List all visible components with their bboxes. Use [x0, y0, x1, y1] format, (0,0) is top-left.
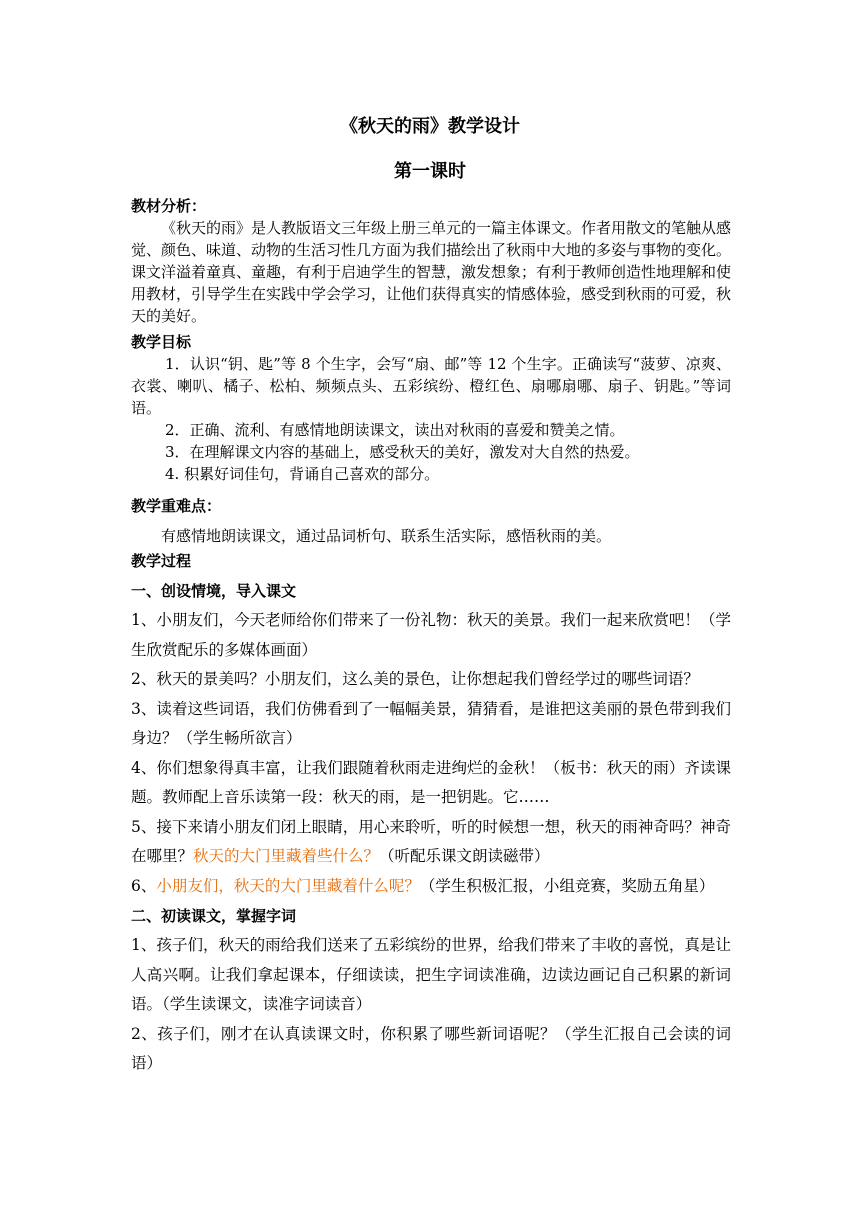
process-heading: 教学过程 — [131, 552, 192, 570]
step-1-5 — [131, 813, 731, 872]
step-1-5-highlight: 秋天的大门里藏着些什么？ — [193, 847, 380, 865]
analysis-heading: 教材分析： — [131, 197, 207, 215]
goal-item: 4. 积累好词佳句，背诵自己喜欢的部分。 — [165, 465, 440, 483]
analysis-text: 《秋天的雨》是人教版语文三年级上册三单元的一篇主体课文。作者用散文的笔触从感觉、颜色、味道、动物的生活习性几方面为我们描绘出了秋雨中大地的多姿与事物的变化。课文洋溢着童真、童趣，有利于启迪学生的智慧，激发想象；有利于教师创造性地理解和使用教材，引导学生在实践中学会学习，让他们获得真实的情感体验，感受到秋雨的可爱，秋天的美好。 — [131, 219, 732, 325]
goal-item: 3．在理解课文内容的基础上，感受秋天的美好，激发对大自然的热爱。 — [165, 443, 640, 461]
step-1-4: 4、你们想象得真丰富，让我们跟随着秋雨走进绚烂的金秋！（板书：秋天的雨）齐读课题。教师配上音乐读第一段：秋天的雨，是一把钥匙。它…… — [131, 758, 731, 806]
process-section — [131, 546, 731, 1079]
analysis-section — [131, 195, 731, 327]
step-1-6 — [131, 872, 731, 902]
section2-heading: 二、初读课文，掌握字词 — [131, 907, 297, 925]
step-1-2: 2、秋天的景美吗？小朋友们，这么美的景色，让你想起我们曾经学过的哪些词语？ — [131, 670, 699, 688]
keypoints-section — [131, 495, 731, 549]
goals-heading: 教学目标 — [131, 333, 192, 351]
step-1-6-note: （学生积极汇报，小组竞赛，奖励五角星） — [419, 876, 715, 895]
step-2-1: 1、孩子们，秋天的雨给我们送来了五彩缤纷的世界，给我们带来了丰收的喜悦，真是让人高兴啊。让我们拿起课本，仔细读读，把生字词读准确，边读边画记自己积累的新词语。（学生读课文，读准字词读音） — [131, 936, 731, 1013]
goals-section — [131, 331, 731, 485]
keypoints-heading: 教学重难点： — [131, 497, 222, 515]
section1-heading: 一、创设情境，导入课文 — [131, 582, 297, 600]
goal-item: 2．正确、流利、有感情地朗读课文，读出对秋雨的喜爱和赞美之情。 — [165, 421, 625, 439]
keypoints-text: 有感情地朗读课文，通过品词析句、联系生活实际，感悟秋雨的美。 — [161, 527, 612, 545]
document-title: 《秋天的雨》教学设计 — [340, 116, 520, 137]
step-2-2: 2、孩子们，刚才在认真读课文时，你积累了哪些新词语呢？（学生汇报自己会读的词语） — [131, 1024, 731, 1072]
step-1-6-number: 6、 — [131, 876, 157, 895]
step-1-6-highlight: 小朋友们，秋天的大门里藏着什么呢？ — [156, 876, 420, 895]
step-1-5-note: （听配乐课文朗读磁带） — [379, 847, 550, 865]
step-1-1: 1、小朋友们，今天老师给你们带来了一份礼物：秋天的美景。我们一起来欣赏吧！（学生欣赏配乐的多媒体画面） — [131, 611, 731, 659]
step-1-3: 3、读着这些词语，我们仿佛看到了一幅幅美景，猜猜看，是谁把这美丽的景色带到我们身边？（学生畅所欲言） — [131, 699, 731, 747]
goal-item: 1．认识“钥、匙”等 8 个生字，会写“扇、邮”等 12 个生字。正确读写“菠萝、凉爽、衣裳、喇叭、橘子、松柏、频频点头、五彩缤纷、橙红色、扇哪扇哪、扇子、钥匙。”等词语。 — [131, 355, 731, 417]
step-1-5-text: 5、接下来请小朋友们闭上眼睛，用心来聆听，听的时候想一想，秋天的雨神奇吗？神奇在哪里？ — [131, 817, 731, 865]
lesson-subtitle: 第一课时 — [394, 161, 466, 182]
